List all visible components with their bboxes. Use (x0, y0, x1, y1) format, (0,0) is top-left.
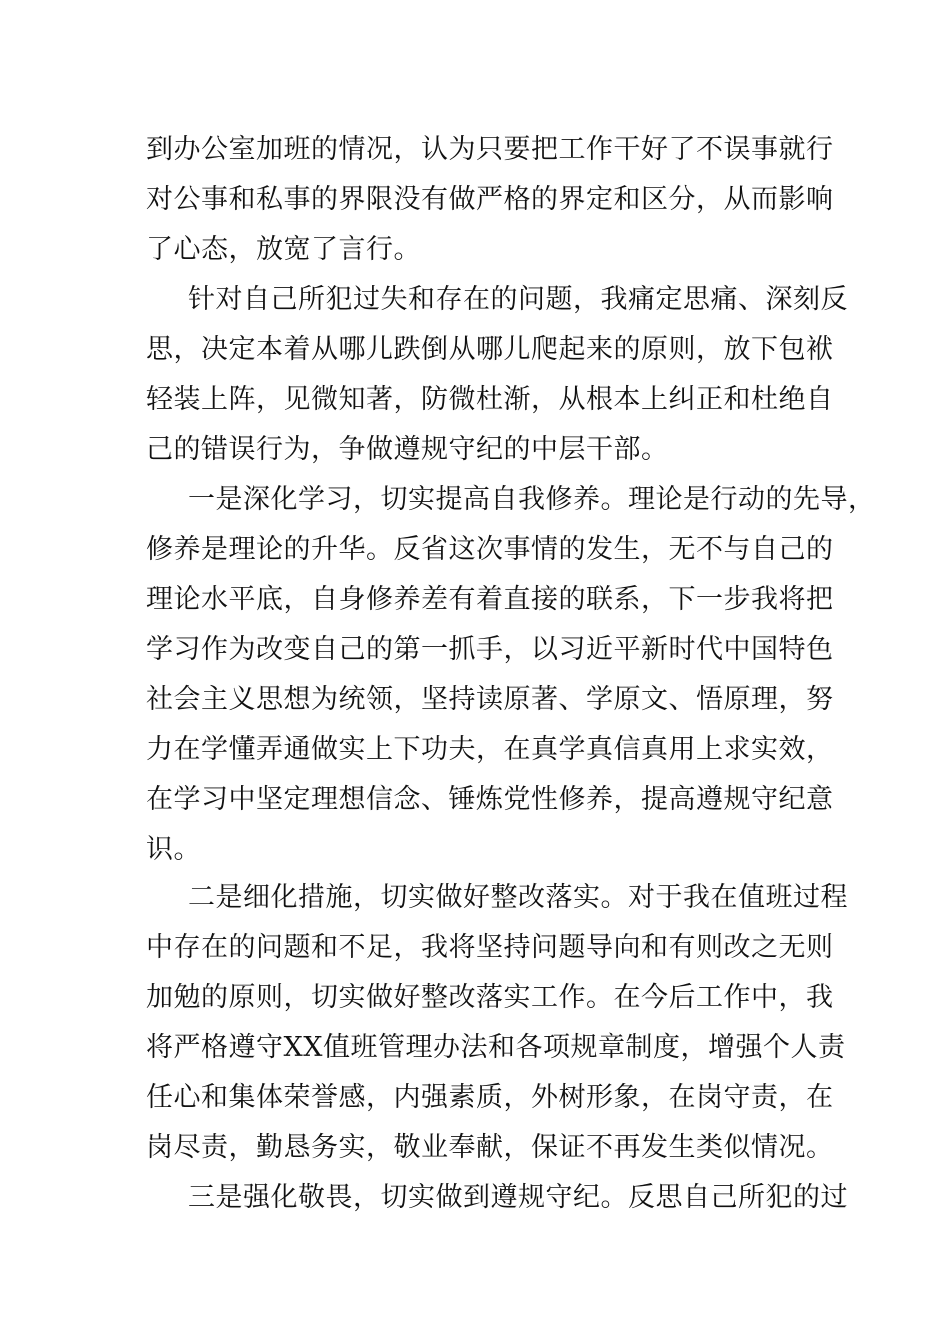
paragraph-first-line: 三是强化敬畏，切实做到遵规守纪。反思自己所犯的过 (188, 1182, 848, 1213)
paragraph-first-line: 一是深化学习，切实提高自我修养。理论是行动的先导， (188, 484, 876, 515)
text-line: 轻装上阵，见微知著，防微杜渐，从根本上纠正和杜绝自 (146, 384, 834, 415)
text-line: 加勉的原则，切实做好整改落实工作。在今后工作中，我 (146, 982, 834, 1013)
paragraph-first-line: 针对自己所犯过失和存在的问题，我痛定思痛、深刻反 (188, 284, 848, 315)
text-line: 在学习中坚定理想信念、锤炼党性修养，提高遵规守纪意 (146, 784, 834, 815)
text-line: 任心和集体荣誉感，内强素质，外树形象，在岗守责，在 (146, 1082, 834, 1113)
text-line: 学习作为改变自己的第一抓手，以习近平新时代中国特色 (146, 634, 834, 665)
text-line: 理论水平底，自身修养差有着直接的联系，下一步我将把 (146, 584, 834, 615)
text-line: 将严格遵守XX值班管理办法和各项规章制度，增强个人责 (146, 1032, 846, 1063)
text-line: 己的错误行为，争做遵规守纪的中层干部。 (146, 434, 669, 465)
text-line: 力在学懂弄通做实上下功夫，在真学真信真用上求实效， (146, 734, 834, 765)
paragraph-first-line: 二是细化措施，切实做好整改落实。对于我在值班过程 (188, 882, 848, 913)
text-line: 识。 (146, 834, 201, 865)
text-line: 中存在的问题和不足，我将坚持问题导向和有则改之无则 (146, 932, 834, 963)
text-line: 了心态，放宽了言行。 (146, 234, 421, 265)
text-line: 对公事和私事的界限没有做严格的界定和区分，从而影响 (146, 184, 834, 215)
text-line: 修养是理论的升华。反省这次事情的发生，无不与自己的 (146, 534, 834, 565)
text-line: 到办公室加班的情况，认为只要把工作干好了不误事就行 (146, 134, 834, 165)
text-line: 思，决定本着从哪儿跌倒从哪儿爬起来的原则，放下包袱 (146, 334, 834, 365)
text-line: 岗尽责，勤恳务实，敬业奉献，保证不再发生类似情况。 (146, 1132, 834, 1163)
text-line: 社会主义思想为统领，坚持读原著、学原文、悟原理，努 (146, 684, 834, 715)
